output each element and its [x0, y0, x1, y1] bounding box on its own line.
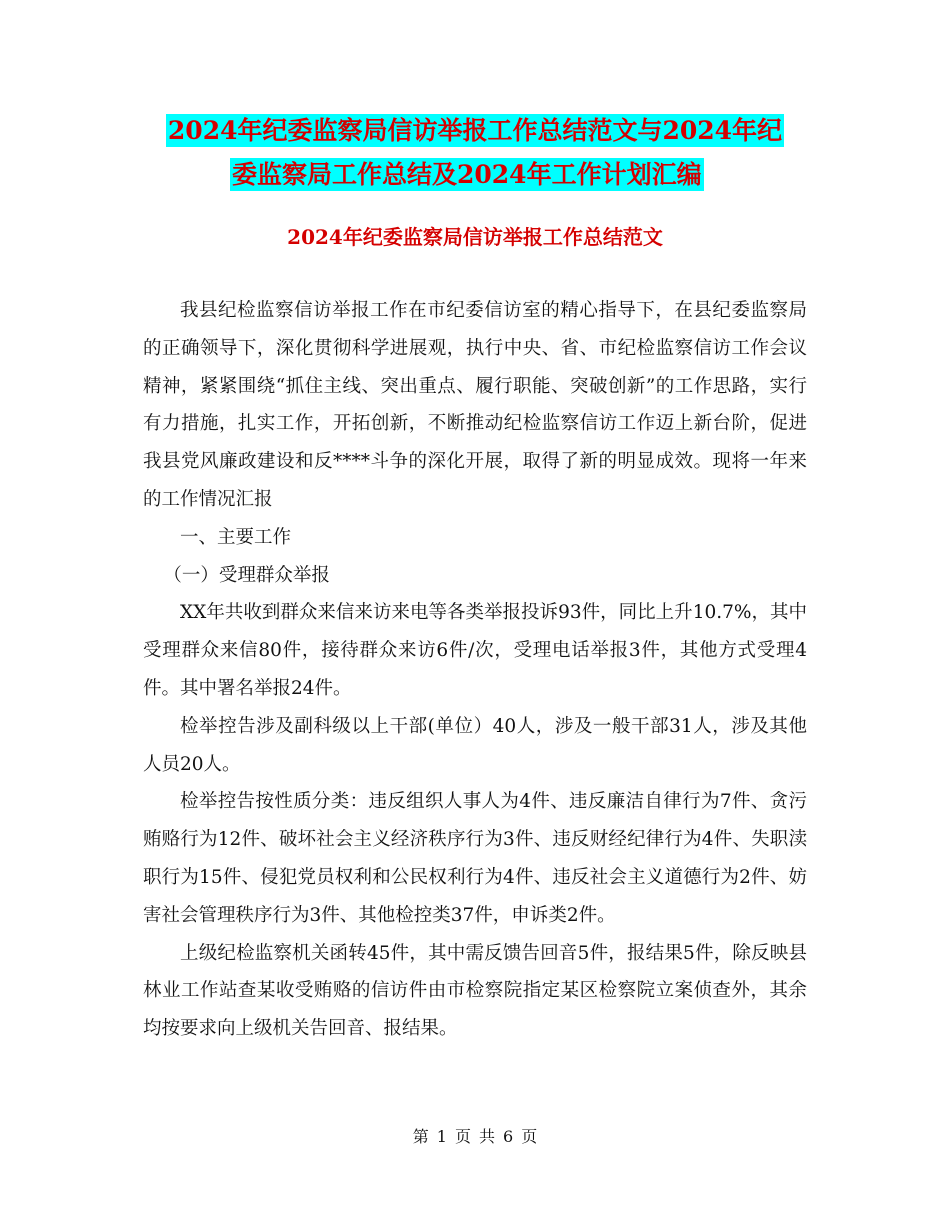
paragraph-report-stats: XX年共收到群众来信来访来电等各类举报投诉93件，同比上升10.7%，其中受理群众来信80件，接待群众来访6件/次，受理电话举报3件，其他方式受理4件。其中署名举报24件。	[143, 602, 807, 699]
page-mid: 页	[454, 1127, 471, 1146]
heading-main-work: 一、主要工作	[180, 526, 292, 548]
page-footer	[0, 1124, 950, 1150]
paragraph-classification: 检举控告按性质分类：违反组织人事人为4件、违反廉洁自律行为7件、贪污贿赂行为12件、破坏社会主义经济秩序行为3件、违反财经纪律行为4件、失职渎职行为15件、侵犯党员权利和公民权利行为4件、违反社会主义道德行为2件、妨害社会管理秩序行为3件、其他检控类37件，申诉类2件。	[143, 791, 807, 926]
document-title-line-2	[230, 155, 930, 195]
paragraph-cadres-involved: 检举控告涉及副科级以上干部(单位）40人，涉及一般干部31人，涉及其他人员20人。	[143, 715, 807, 775]
page-prefix: 第	[412, 1127, 429, 1146]
paragraph-intro: 我县纪检监察信访举报工作在市纪委信访室的精心指导下，在县纪委监察局的正确领导下，深化贯彻科学进展观，执行中央、省、市纪检监察信访工作会议精神，紧紧围绕“抓住主线、突出重点、履行职能、突破创新”的工作思路，实行有力措施，扎实工作，开拓创新，不断推动纪检监察信访工作迈上新台阶，促进我县党风廉政建设和反****斗争的深化开展，取得了新的明显成效。现将一年来的工作情况汇报	[143, 300, 807, 510]
paragraph-transferred: 上级纪检监察机关函转45件，其中需反馈告回音5件，报结果5件，除反映县林业工作站查某收受贿赂的信访件由市检察院指定某区检察院立案侦查外，其余均按要求向上级机关告回音、报结果。	[143, 942, 807, 1040]
page-total-prefix: 共	[479, 1127, 496, 1146]
page-total: 6	[503, 1127, 514, 1146]
title-highlight-1: 2024年纪委监察局信访举报工作总结范文与2024年纪	[167, 116, 783, 145]
section-title: 2024年纪委监察局信访举报工作总结范文	[287, 225, 663, 249]
heading-accept-reports: （一）受理群众举报	[163, 564, 330, 586]
document-title-line-1	[0, 111, 950, 151]
page-current: 1	[436, 1127, 447, 1146]
page-suffix: 页	[521, 1127, 538, 1146]
document-body	[143, 292, 807, 1048]
title-highlight-2: 委监察局工作总结及2024年工作计划汇编	[232, 160, 702, 189]
